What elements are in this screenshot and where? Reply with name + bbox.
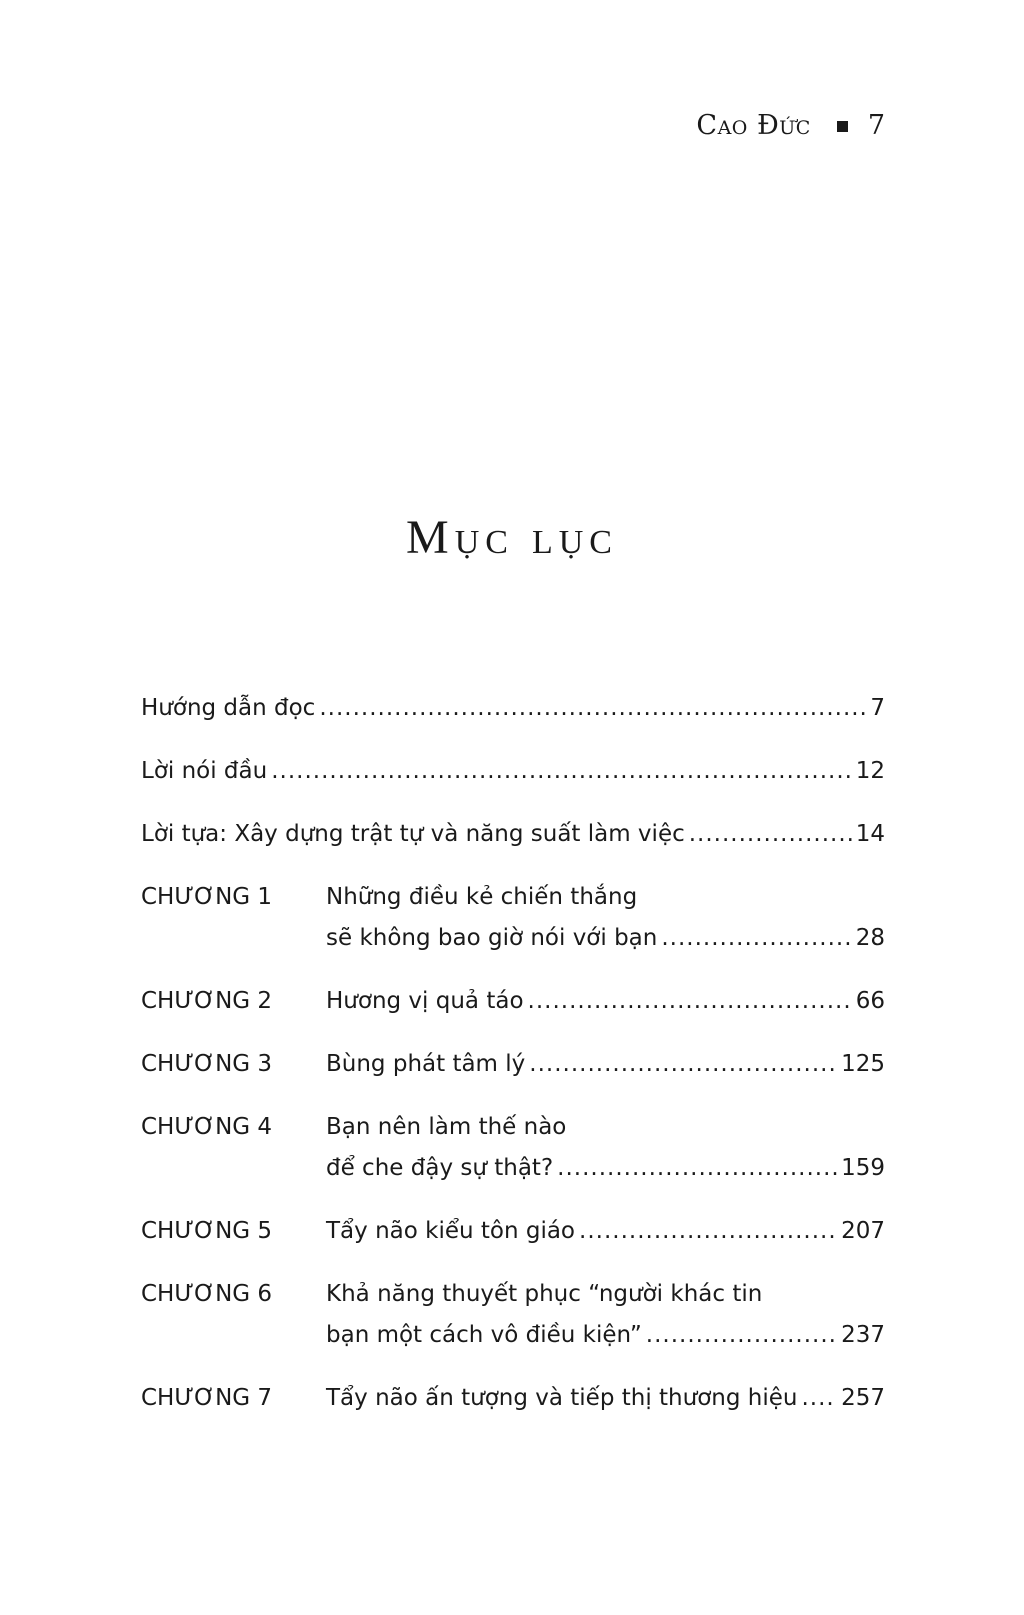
chapter-page: 125 — [841, 1051, 885, 1077]
toc-chapter-3[interactable] — [141, 1044, 885, 1085]
dot-leader — [661, 918, 851, 959]
chapter-title: Hương vị quả táo — [326, 988, 524, 1014]
toc-entry-label: Lời tựa: Xây dựng trật tự và năng suất làm việc — [141, 821, 685, 847]
chapter-label: CHƯƠNG 7 — [141, 1385, 273, 1411]
toc-chapter-1[interactable] — [141, 877, 885, 959]
toc-entry-reading-guide[interactable] — [141, 688, 885, 729]
toc-chapter-6[interactable] — [141, 1274, 885, 1356]
chapter-title: Bùng phát tâm lý — [326, 1051, 526, 1077]
chapter-title: Những điều kẻ chiến thắng — [326, 884, 638, 910]
toc-chapter-5[interactable] — [141, 1211, 885, 1252]
chapter-page: 159 — [841, 1155, 885, 1181]
chapter-label: CHƯƠNG 2 — [141, 988, 273, 1014]
dot-leader — [579, 1211, 837, 1252]
dot-leader — [557, 1148, 837, 1189]
chapter-label: CHƯƠNG 5 — [141, 1218, 273, 1244]
chapter-title: Tẩy não kiểu tôn giáo — [326, 1218, 576, 1244]
dot-leader — [529, 1044, 837, 1085]
toc-entry-page: 14 — [855, 821, 885, 847]
dot-leader — [271, 751, 852, 792]
dot-leader — [801, 1378, 837, 1419]
chapter-title: Bạn nên làm thế nào — [326, 1114, 567, 1140]
page-number: 7 — [867, 110, 885, 141]
chapter-title: Khả năng thuyết phục “người khác tin — [326, 1281, 763, 1307]
page-title: Mục lục — [406, 511, 618, 564]
chapter-title: Tẩy não ấn tượng và tiếp thị thương hiệu — [326, 1385, 798, 1411]
toc-entry-label: Hướng dẫn đọc — [141, 695, 316, 721]
dot-leader — [528, 981, 852, 1022]
chapter-label: CHƯƠNG 1 — [141, 884, 273, 910]
running-header — [696, 108, 885, 144]
table-of-contents — [141, 688, 885, 1441]
square-bullet-icon — [837, 121, 848, 132]
toc-entry-page: 12 — [855, 758, 885, 784]
chapter-title-cont: bạn một cách vô điều kiện” — [326, 1322, 642, 1348]
chapter-page: 28 — [855, 925, 885, 951]
toc-entry-preface[interactable] — [141, 751, 885, 792]
chapter-page: 66 — [855, 988, 885, 1014]
running-header-author: Cao Đức — [696, 110, 811, 141]
toc-chapter-7[interactable] — [141, 1378, 885, 1419]
toc-chapter-2[interactable] — [141, 981, 885, 1022]
chapter-title-cont: sẽ không bao giờ nói với bạn — [326, 925, 658, 951]
dot-leader — [319, 688, 866, 729]
chapter-title-cont: để che đậy sự thật? — [326, 1155, 554, 1181]
chapter-label: CHƯƠNG 6 — [141, 1281, 273, 1307]
chapter-page: 237 — [841, 1322, 885, 1348]
toc-entry-foreword[interactable] — [141, 814, 885, 855]
chapter-label: CHƯƠNG 4 — [141, 1114, 273, 1140]
dot-leader — [646, 1315, 837, 1356]
chapter-page: 257 — [841, 1385, 885, 1411]
toc-entry-page: 7 — [870, 695, 885, 721]
chapter-page: 207 — [841, 1218, 885, 1244]
toc-entry-label: Lời nói đầu — [141, 758, 268, 784]
chapter-label: CHƯƠNG 3 — [141, 1051, 273, 1077]
toc-chapter-4[interactable] — [141, 1107, 885, 1189]
dot-leader — [689, 814, 852, 855]
